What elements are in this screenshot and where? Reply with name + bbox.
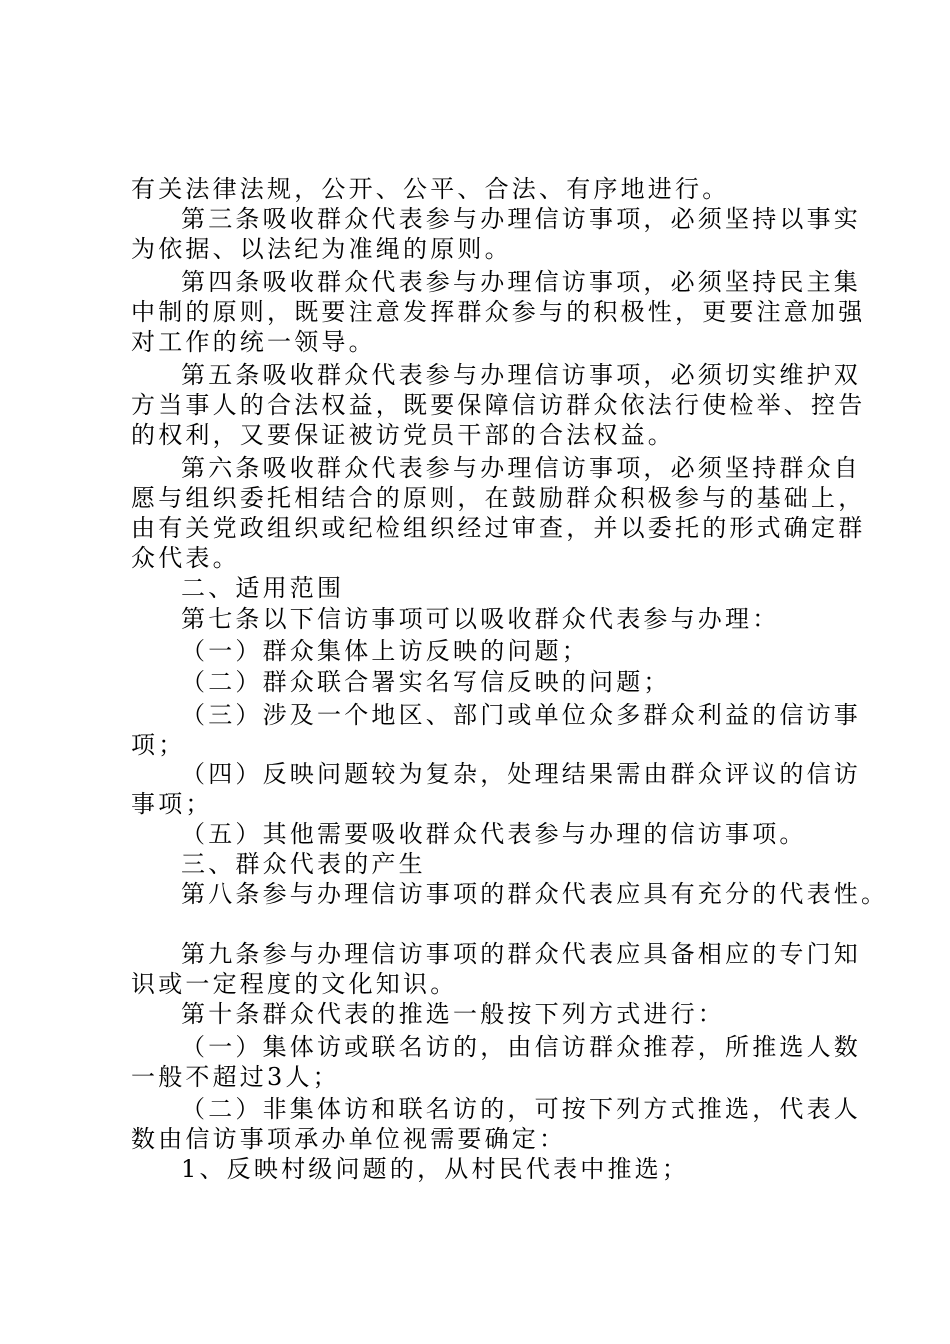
text-line: 事项； (131, 790, 213, 818)
list-item-5: （五）其他需要吸收群众代表参与办理的信访事项。 (181, 820, 807, 848)
text-line: 一般不超过3人； (131, 1063, 340, 1091)
text-line: 识或一定程度的文化知识。 (131, 970, 458, 998)
text-line: 中制的原则，既要注意发挥群众参与的积极性，更要注意加强 (131, 298, 866, 326)
list-item-3: （三）涉及一个地区、部门或单位众多群众利益的信访事 (181, 701, 861, 729)
list-item-2: （二）非集体访和联名访的，可按下列方式推选，代表人 (181, 1095, 861, 1123)
text-line: 数由信访事项承办单位视需要确定： (131, 1125, 567, 1153)
section-heading-2: 二、适用范围 (181, 574, 345, 602)
text-line: 的权利，又要保证被访党员干部的合法权益。 (131, 421, 675, 449)
text-line: 方当事人的合法权益，既要保障信访群众依法行使检举、控告 (131, 391, 866, 419)
list-item-1: （一）群众集体上访反映的问题； (181, 637, 589, 665)
article-8-line: 第八条参与办理信访事项的群众代表应具有充分的代表性。 (181, 880, 889, 908)
article-9-line: 第九条参与办理信访事项的群众代表应具备相应的专门知 (181, 940, 861, 968)
text-line: 由有关党政组织或纪检组织经过审查，并以委托的形式确定群 (131, 514, 866, 542)
list-item-1: （一）集体访或联名访的，由信访群众推荐，所推选人数 (181, 1033, 861, 1061)
list-item-4: （四）反映问题较为复杂，处理结果需由群众评议的信访 (181, 760, 861, 788)
article-6-line: 第六条吸收群众代表参与办理信访事项，必须坚持群众自 (181, 454, 861, 482)
list-item-2: （二）群众联合署实名写信反映的问题； (181, 668, 671, 696)
text-line: 为依据、以法纪为准绳的原则。 (131, 235, 512, 263)
article-5-line: 第五条吸收群众代表参与办理信访事项，必须切实维护双 (181, 361, 861, 389)
sub-item-1: 1、反映村级问题的，从村民代表中推选； (181, 1155, 690, 1183)
article-10-line: 第十条群众代表的推选一般按下列方式进行： (181, 1000, 725, 1028)
text-line: 有关法律法规，公开、公平、合法、有序地进行。 (131, 175, 730, 203)
section-heading-3: 三、群众代表的产生 (181, 850, 426, 878)
article-4-line: 第四条吸收群众代表参与办理信访事项，必须坚持民主集 (181, 268, 861, 296)
text-line: 众代表。 (131, 544, 240, 572)
text-line: 项； (131, 731, 186, 759)
text-line: 愿与组织委托相结合的原则，在鼓励群众积极参与的基础上， (131, 484, 866, 512)
article-7-line: 第七条以下信访事项可以吸收群众代表参与办理： (181, 605, 780, 633)
article-3-line: 第三条吸收群众代表参与办理信访事项，必须坚持以事实 (181, 205, 861, 233)
text-line: 对工作的统一领导。 (131, 328, 376, 356)
